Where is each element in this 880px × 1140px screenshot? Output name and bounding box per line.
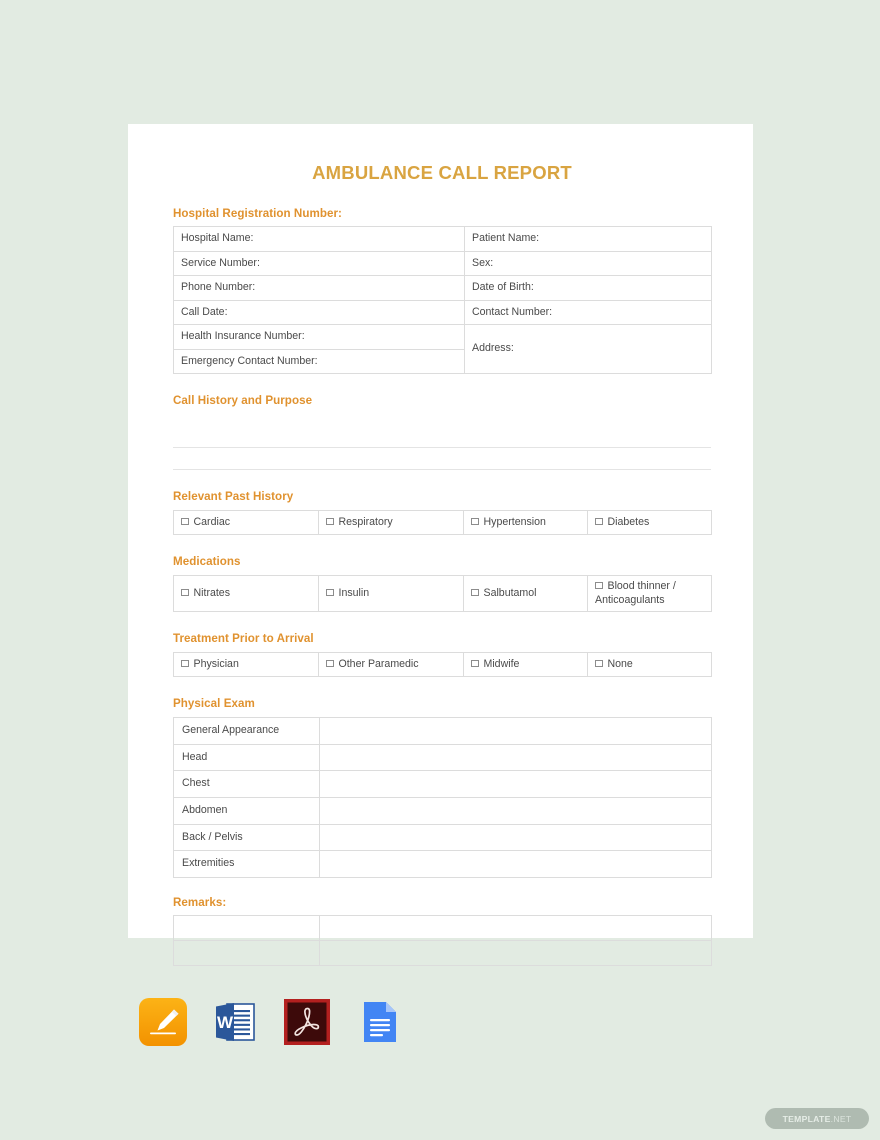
checkbox-label: Diabetes [607, 516, 650, 528]
exam-label-head: Head [174, 744, 320, 771]
exam-value-general-appearance[interactable] [320, 718, 712, 745]
checkbox-icon[interactable] [181, 660, 189, 668]
table-row [174, 940, 712, 965]
checkbox-label: Midwife [483, 658, 520, 671]
table-row [174, 325, 712, 350]
checkbox-cell-hypertension[interactable] [464, 511, 588, 535]
checkbox-icon[interactable] [326, 660, 334, 668]
exam-value-abdomen[interactable] [320, 798, 712, 825]
past-history-table [173, 510, 712, 535]
checkbox-icon[interactable] [471, 589, 479, 597]
table-row [174, 653, 712, 677]
table-row [174, 227, 712, 252]
checkbox-label: Other Paramedic [338, 658, 419, 671]
write-line[interactable] [173, 426, 711, 448]
checkbox-label: Respiratory [338, 516, 393, 528]
table-row [174, 300, 712, 325]
cell-date-of-birth[interactable]: Date of Birth: [465, 276, 712, 301]
ms-word-icon[interactable] [210, 997, 260, 1047]
checkbox-icon[interactable] [595, 660, 603, 668]
checkbox-cell-blood-thinner[interactable] [588, 576, 712, 612]
section-heading-treatment: Treatment Prior to Arrival [173, 632, 314, 646]
exam-label-general-appearance: General Appearance [174, 718, 320, 745]
template-net-watermark [765, 1108, 869, 1129]
cell-health-insurance-number[interactable]: Health Insurance Number: [174, 325, 465, 350]
cell-sex[interactable]: Sex: [465, 251, 712, 276]
checkbox-label: Hypertension [483, 516, 546, 528]
exam-value-extremities[interactable] [320, 851, 712, 878]
section-heading-registration: Hospital Registration Number: [173, 207, 342, 220]
cell-call-date[interactable]: Call Date: [174, 300, 465, 325]
checkbox-cell-salbutamol[interactable] [464, 576, 588, 612]
exam-label-extremities: Extremities [174, 851, 320, 878]
section-heading-medications: Medications [173, 555, 241, 569]
table-row [174, 915, 712, 940]
checkbox-cell-none[interactable] [588, 653, 712, 677]
file-format-icons [138, 997, 404, 1047]
cell-address[interactable]: Address: [465, 325, 712, 374]
checkbox-icon[interactable] [181, 589, 189, 597]
remarks-cell-left-2[interactable] [174, 940, 320, 965]
adobe-pdf-icon[interactable] [282, 997, 332, 1047]
svg-text:W: W [216, 1013, 234, 1032]
remarks-cell-right-1[interactable] [320, 915, 712, 940]
checkbox-icon[interactable] [595, 582, 603, 590]
checkbox-label: Physician [193, 658, 239, 671]
checkbox-icon[interactable] [471, 660, 479, 668]
registration-table [173, 226, 712, 374]
section-heading-physical-exam: Physical Exam [173, 697, 255, 711]
section-heading-past-history: Relevant Past History [173, 490, 294, 504]
checkbox-label: None [607, 658, 633, 671]
table-row [174, 718, 712, 745]
cell-phone-number[interactable]: Phone Number: [174, 276, 465, 301]
cell-emergency-contact-number[interactable]: Emergency Contact Number: [174, 349, 465, 374]
table-row [174, 798, 712, 825]
exam-label-abdomen: Abdomen [174, 798, 320, 825]
checkbox-cell-other-paramedic[interactable] [319, 653, 464, 677]
watermark-bold-text: TEMPLATE [782, 1113, 831, 1124]
checkbox-cell-physician[interactable] [174, 653, 319, 677]
apple-pages-icon[interactable] [138, 997, 188, 1047]
cell-hospital-name[interactable]: Hospital Name: [174, 227, 465, 252]
table-row [174, 771, 712, 798]
treatment-table [173, 652, 712, 677]
write-line[interactable] [173, 448, 711, 470]
page-title: AMBULANCE CALL REPORT [312, 162, 572, 183]
table-row [174, 744, 712, 771]
remarks-table [173, 915, 712, 966]
remarks-cell-right-2[interactable] [320, 940, 712, 965]
call-history-lines [173, 426, 711, 470]
checkbox-icon[interactable] [471, 518, 479, 526]
checkbox-cell-midwife[interactable] [464, 653, 588, 677]
checkbox-cell-insulin[interactable] [319, 576, 464, 612]
medications-table [173, 575, 712, 612]
exam-label-chest: Chest [174, 771, 320, 798]
table-row [174, 511, 712, 535]
exam-label-back-pelvis: Back / Pelvis [174, 824, 320, 851]
checkbox-label: Insulin [338, 587, 370, 600]
cell-contact-number[interactable]: Contact Number: [465, 300, 712, 325]
watermark-light-text: .NET [830, 1113, 852, 1124]
exam-value-head[interactable] [320, 744, 712, 771]
exam-value-back-pelvis[interactable] [320, 824, 712, 851]
table-row [174, 824, 712, 851]
checkbox-icon[interactable] [595, 518, 603, 526]
checkbox-cell-respiratory[interactable] [319, 511, 464, 535]
checkbox-label: Salbutamol [483, 587, 537, 600]
table-row [174, 851, 712, 878]
checkbox-label: Nitrates [193, 587, 230, 600]
google-docs-icon[interactable] [354, 997, 404, 1047]
checkbox-icon[interactable] [326, 589, 334, 597]
document-page [128, 124, 753, 938]
document-content [173, 124, 711, 966]
cell-patient-name[interactable]: Patient Name: [465, 227, 712, 252]
physical-exam-table [173, 717, 712, 877]
table-row [174, 576, 712, 612]
checkbox-icon[interactable] [181, 518, 189, 526]
section-heading-remarks: Remarks: [173, 895, 227, 909]
checkbox-label: Blood thinner / Anticoagulants [595, 580, 676, 606]
checkbox-label: Cardiac [193, 516, 231, 528]
cell-service-number[interactable]: Service Number: [174, 251, 465, 276]
exam-value-chest[interactable] [320, 771, 712, 798]
remarks-cell-left-1[interactable] [174, 915, 320, 940]
checkbox-icon[interactable] [326, 518, 334, 526]
checkbox-cell-cardiac[interactable] [174, 511, 319, 535]
checkbox-cell-diabetes[interactable] [588, 511, 712, 535]
section-heading-call-history: Call History and Purpose [173, 394, 313, 408]
table-row [174, 276, 712, 301]
table-row [174, 251, 712, 276]
checkbox-cell-nitrates[interactable] [174, 576, 319, 612]
